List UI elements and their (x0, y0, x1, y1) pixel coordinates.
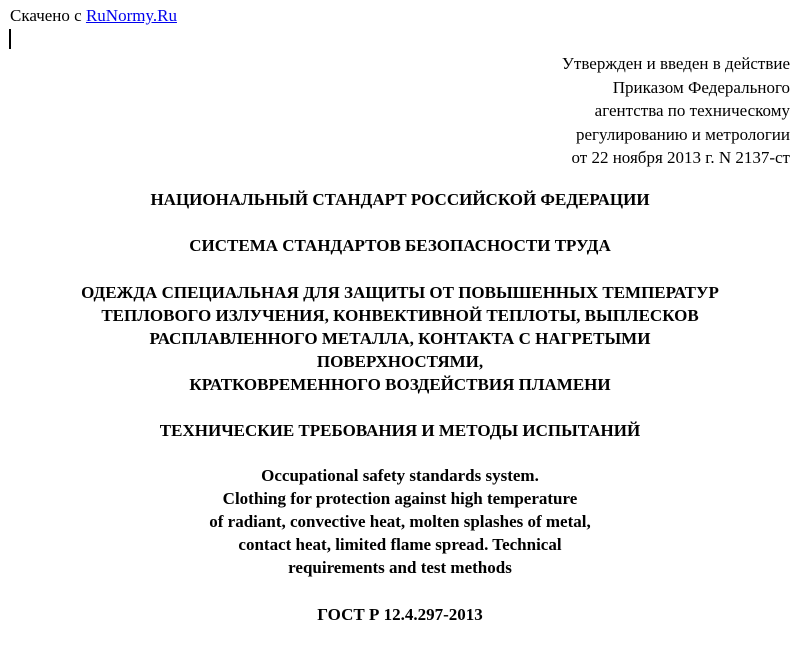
approval-line: Утвержден и введен в действие (561, 54, 790, 73)
title-en-line: Clothing for protection against high temperature (222, 489, 578, 508)
title-en-block (0, 464, 796, 579)
title-ru-line: ТЕПЛОВОГО ИЗЛУЧЕНИЯ, КОНВЕКТИВНОЙ ТЕПЛОТЫ, ВЫПЛЕСКОВ (101, 306, 699, 325)
title-en-line: requirements and test methods (288, 558, 512, 577)
title-en-line: of radiant, convective heat, molten splashes of metal, (209, 512, 591, 531)
approval-line: Приказом Федерального (612, 77, 790, 97)
approval-line: регулированию и метрологии (575, 124, 790, 144)
title-ru-block (0, 281, 796, 396)
text-cursor (9, 29, 11, 49)
title-en-line: contact heat, limited flame spread. Technical (238, 535, 562, 554)
title-en-line: Occupational safety standards system. (261, 466, 539, 485)
title-ru-line: КРАТКОВРЕМЕННОГО ВОЗДЕЙСТВИЯ ПЛАМЕНИ (189, 375, 611, 394)
source-link[interactable]: RuNormy.Ru (85, 6, 177, 25)
system-heading: СИСТЕМА СТАНДАРТОВ БЕЗОПАСНОСТИ ТРУДА (189, 236, 611, 255)
approval-block (562, 52, 790, 170)
title-ru-line: ПОВЕРХНОСТЯМИ, (316, 352, 484, 371)
subtitle-ru-heading: ТЕХНИЧЕСКИЕ ТРЕБОВАНИЯ И МЕТОДЫ ИСПЫТАНИЙ (159, 421, 641, 440)
standard-type-heading: НАЦИОНАЛЬНЫЙ СТАНДАРТ РОССИЙСКОЙ ФЕДЕРАЦИИ (150, 190, 650, 209)
approval-line: от 22 ноября 2013 г. N 2137-ст (571, 148, 790, 167)
source-prefix: Скачено с (10, 6, 86, 25)
source-line (10, 5, 177, 27)
title-ru-line: ОДЕЖДА СПЕЦИАЛЬНАЯ ДЛЯ ЗАЩИТЫ ОТ ПОВЫШЕННЫХ ТЕМПЕРАТУР (81, 283, 719, 302)
title-ru-line: РАСПЛАВЛЕННОГО МЕТАЛЛА, КОНТАКТА С НАГРЕТЫМИ (149, 329, 651, 348)
standard-designation: ГОСТ Р 12.4.297-2013 (317, 605, 483, 624)
approval-line: агентства по техническому (594, 101, 790, 120)
